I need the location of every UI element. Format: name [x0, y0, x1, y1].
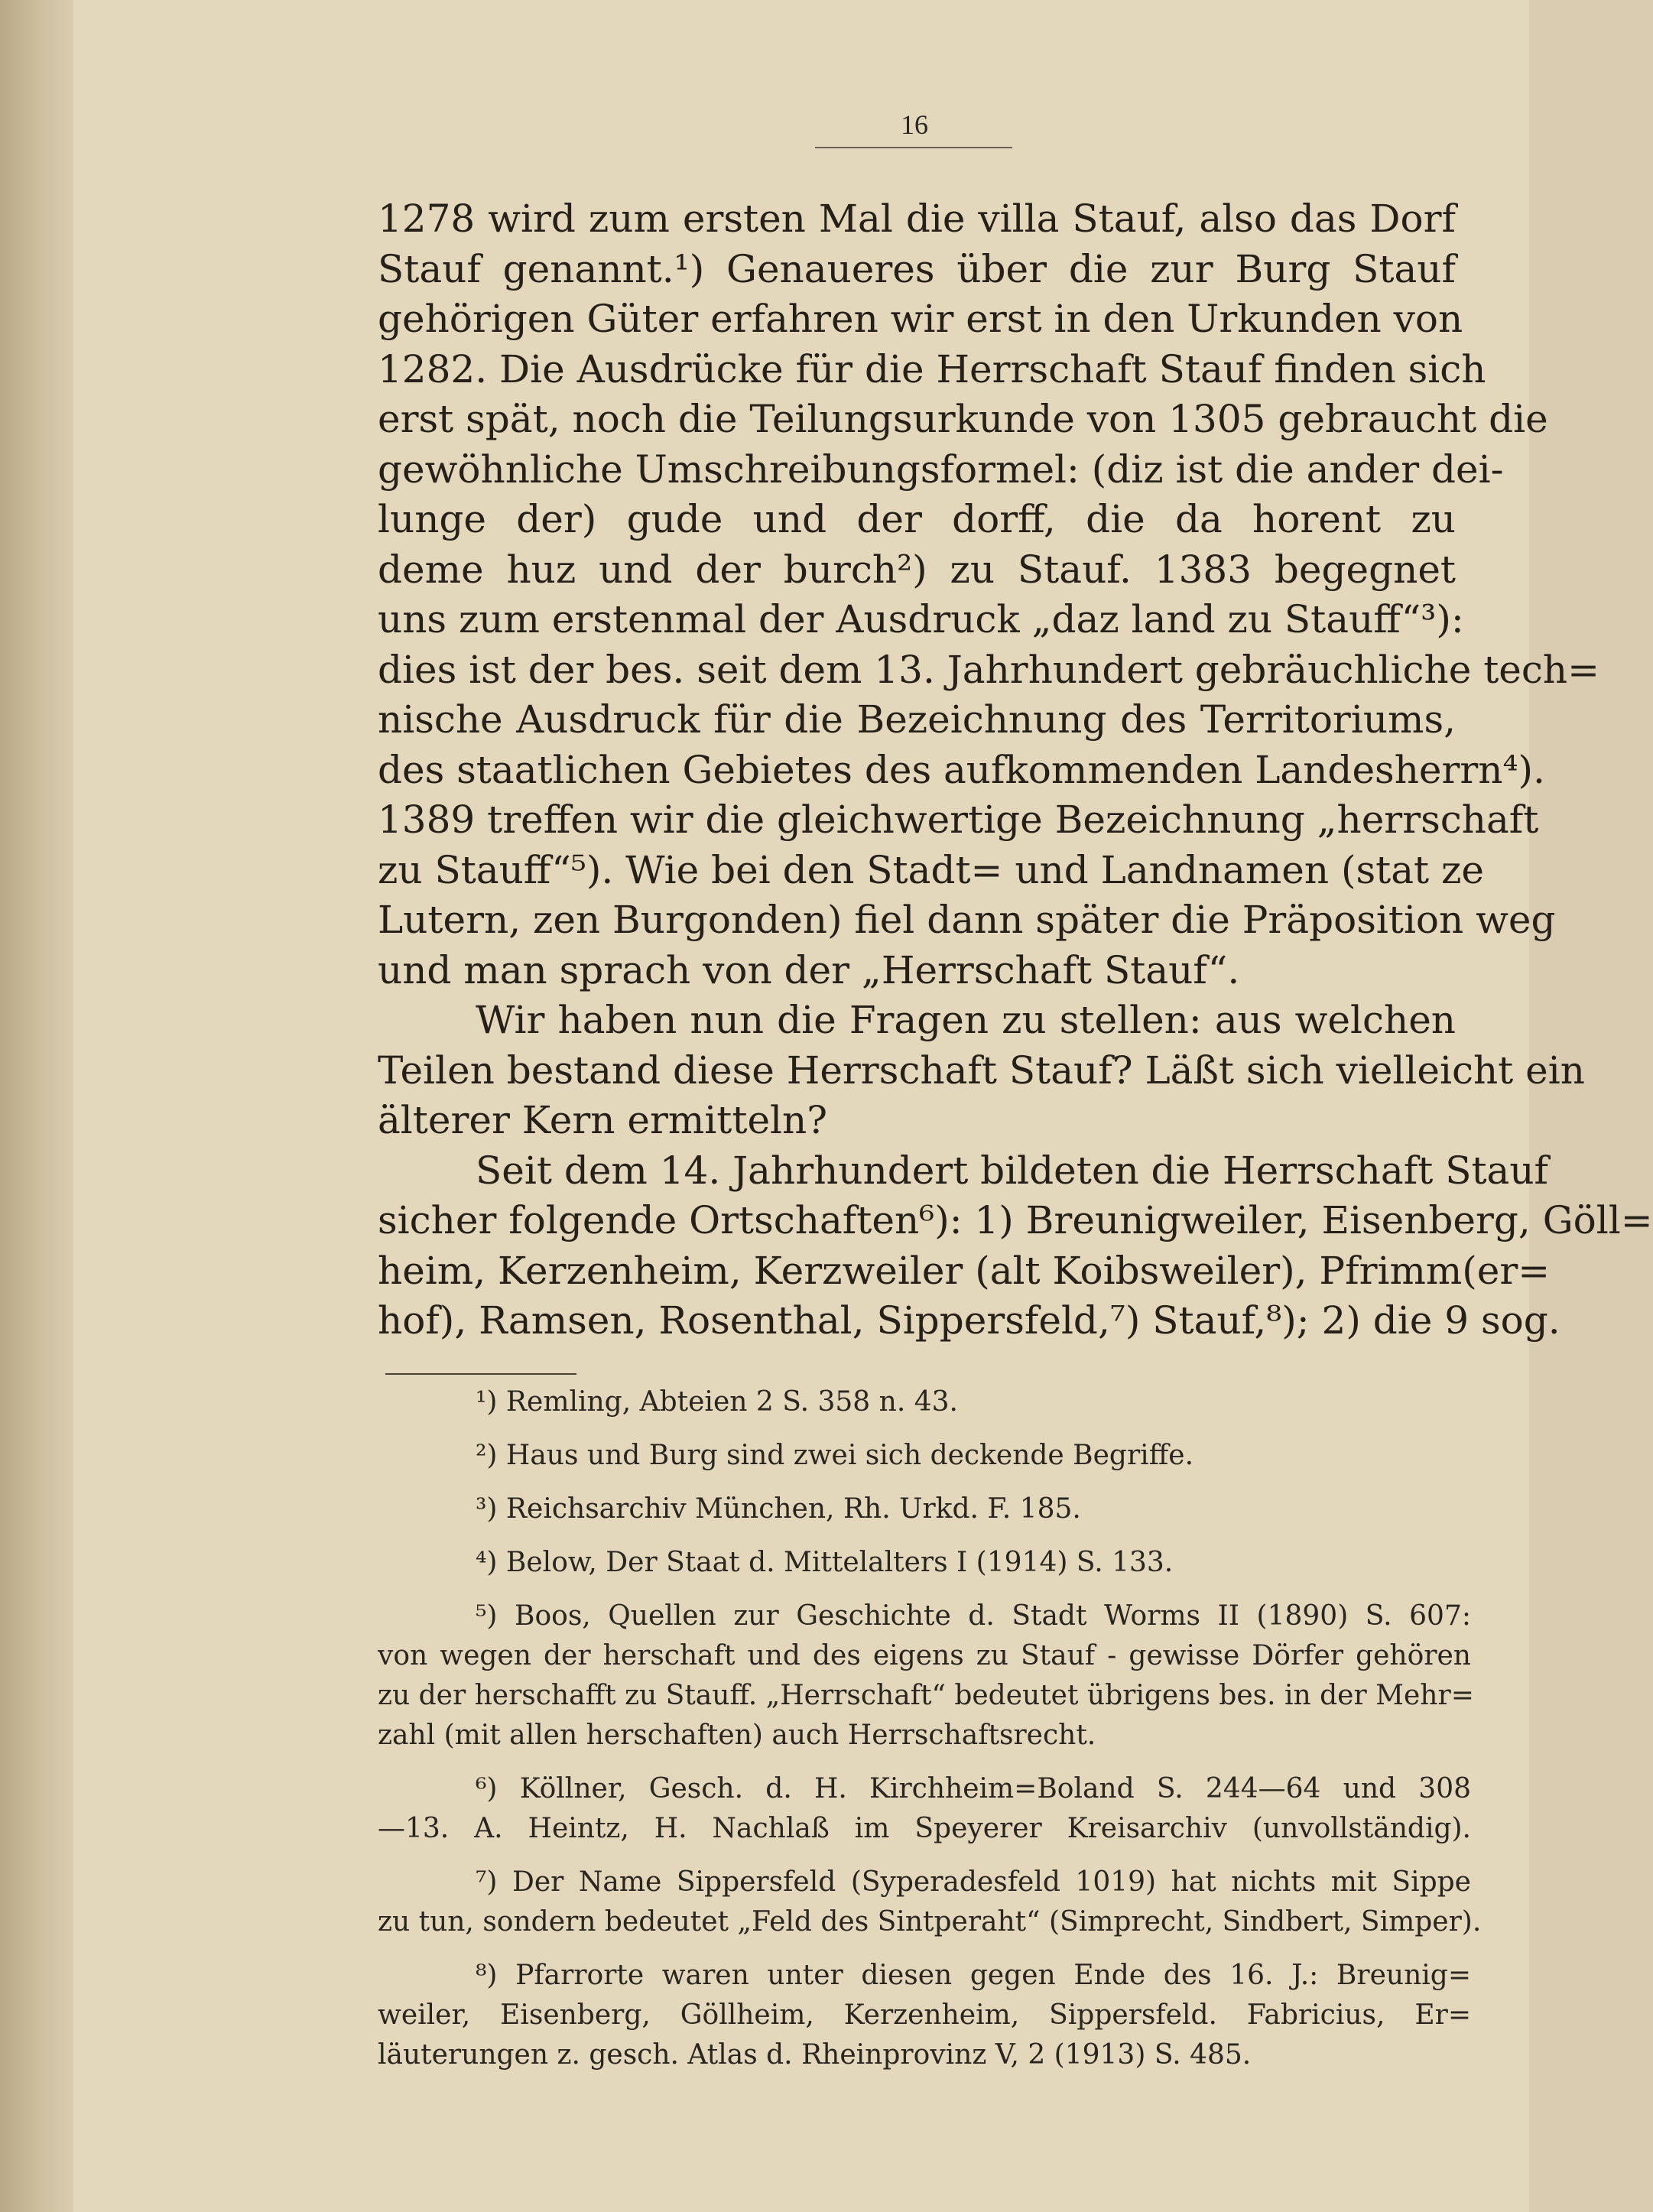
book-page [73, 0, 1653, 2212]
footnote-line: zu der herschafft zu Stauff. „Herrschaft“ bedeutet übrigens bes. in der Mehr= [378, 1680, 1474, 1711]
body-line: des staatlichen Gebietes des aufkommenden Landesherrn⁴). [378, 747, 1545, 792]
footnote-line: ⁵) Boos, Quellen zur Geschichte d. Stadt Worms II (1890) S. 607: [476, 1600, 1471, 1632]
body-line: Lutern, zen Burgonden) fiel dann später die Präposition weg [378, 898, 1556, 942]
body-line: 1389 treffen wir die gleichwertige Bezeichnung „herrschaft [378, 797, 1539, 842]
footnote-line: —13. A. Heintz, H. Nachlaß im Speyerer Kreisarchiv (unvollständig). [378, 1813, 1471, 1844]
body-line: zu Stauff“⁵). Wie bei den Stadt= und Landnamen (stat ze [378, 847, 1484, 892]
body-line: Stauf genannt.¹) Genaueres über die zur Burg Stauf [378, 246, 1456, 291]
footnote-line: ²) Haus und Burg sind zwei sich deckende Begriffe. [476, 1440, 1194, 1471]
body-line: deme huz und der burch²) zu Stauf. 1383 begegnet [378, 547, 1456, 592]
footnote-line: ⁷) Der Name Sippersfeld (Syperadesfeld 1019) hat nichts mit Sippe [476, 1866, 1471, 1898]
footnote-line: zahl (mit allen herschaften) auch Herrschaftsrecht. [378, 1720, 1096, 1751]
page-number: 16 [901, 109, 928, 140]
footnote-line: von wegen der herschaft und des eigens zu Stauf - gewisse Dörfer gehören [378, 1640, 1471, 1671]
footnote-line: ⁸) Pfarrorte waren unter diesen gegen Ende des 16. J.: Breunig= [476, 1960, 1471, 1991]
footnotes [378, 1382, 1482, 2075]
body-line: Teilen bestand diese Herrschaft Stauf? Läßt sich vielleicht ein [378, 1048, 1585, 1093]
body-line: nische Ausdruck für die Bezeichnung des Territoriums, [378, 697, 1456, 742]
footnote-rule [385, 1373, 576, 1375]
footnote-line: weiler, Eisenberg, Göllheim, Kerzenheim, Sippersfeld. Fabricius, Er= [378, 1999, 1471, 2031]
footnote-line: zu tun, sondern bedeutet „Feld des Sintperaht“ (Simprecht, Sindbert, Simper). [378, 1906, 1482, 1938]
book-spine-shadow [0, 0, 73, 2212]
body-line: lunge der) gude und der dorff, die da horent zu [378, 497, 1456, 541]
body-line: hof), Ramsen, Rosenthal, Sippersfeld,⁷) Stauf,⁸); 2) die 9 sog. [378, 1298, 1560, 1343]
body-line: Seit dem 14. Jahrhundert bildeten die Herrschaft Stauf [476, 1148, 1549, 1193]
header-rule [815, 147, 1012, 148]
body-line: älterer Kern ermitteln? [378, 1098, 828, 1142]
footnote-line: ⁴) Below, Der Staat d. Mittelalters I (1914) S. 133. [476, 1547, 1174, 1578]
footnote-line: ¹) Remling, Abteien 2 S. 358 n. 43. [476, 1386, 958, 1418]
body-line: und man sprach von der „Herrschaft Stauf“. [378, 947, 1240, 992]
body-line: dies ist der bes. seit dem 13. Jahrhundert gebräuchliche tech= [378, 647, 1599, 692]
body-line: heim, Kerzenheim, Kerzweiler (alt Koibsweiler), Pfrimm(er= [378, 1248, 1551, 1293]
footnote-line: läuterungen z. gesch. Atlas d. Rheinprovinz V, 2 (1913) S. 485. [378, 2039, 1252, 2071]
body-line: gewöhnliche Umschreibungsformel: (diz ist die ander dei- [378, 447, 1504, 492]
body-line: gehörigen Güter erfahren wir erst in den Urkunden von [378, 297, 1463, 341]
footnote-line: ⁶) Köllner, Gesch. d. H. Kirchheim=Boland S. 244—64 und 308 [476, 1773, 1471, 1804]
body-line: sicher folgende Ortschaften⁶): 1) Breunigweiler, Eisenberg, Göll= [378, 1198, 1653, 1242]
body-text [378, 194, 1653, 1346]
body-line: erst spät, noch die Teilungsurkunde von 1305 gebraucht die [378, 397, 1548, 441]
body-line: Wir haben nun die Fragen zu stellen: aus welchen [476, 998, 1456, 1042]
body-line: 1282. Die Ausdrücke für die Herrschaft Stauf finden sich [378, 346, 1486, 391]
body-line: uns zum erstenmal der Ausdruck „daz land zu Stauff“³): [378, 597, 1464, 642]
footnote-line: ³) Reichsarchiv München, Rh. Urkd. F. 185. [476, 1493, 1081, 1525]
body-line: 1278 wird zum ersten Mal die villa Stauf, also das Dorf [378, 197, 1456, 241]
